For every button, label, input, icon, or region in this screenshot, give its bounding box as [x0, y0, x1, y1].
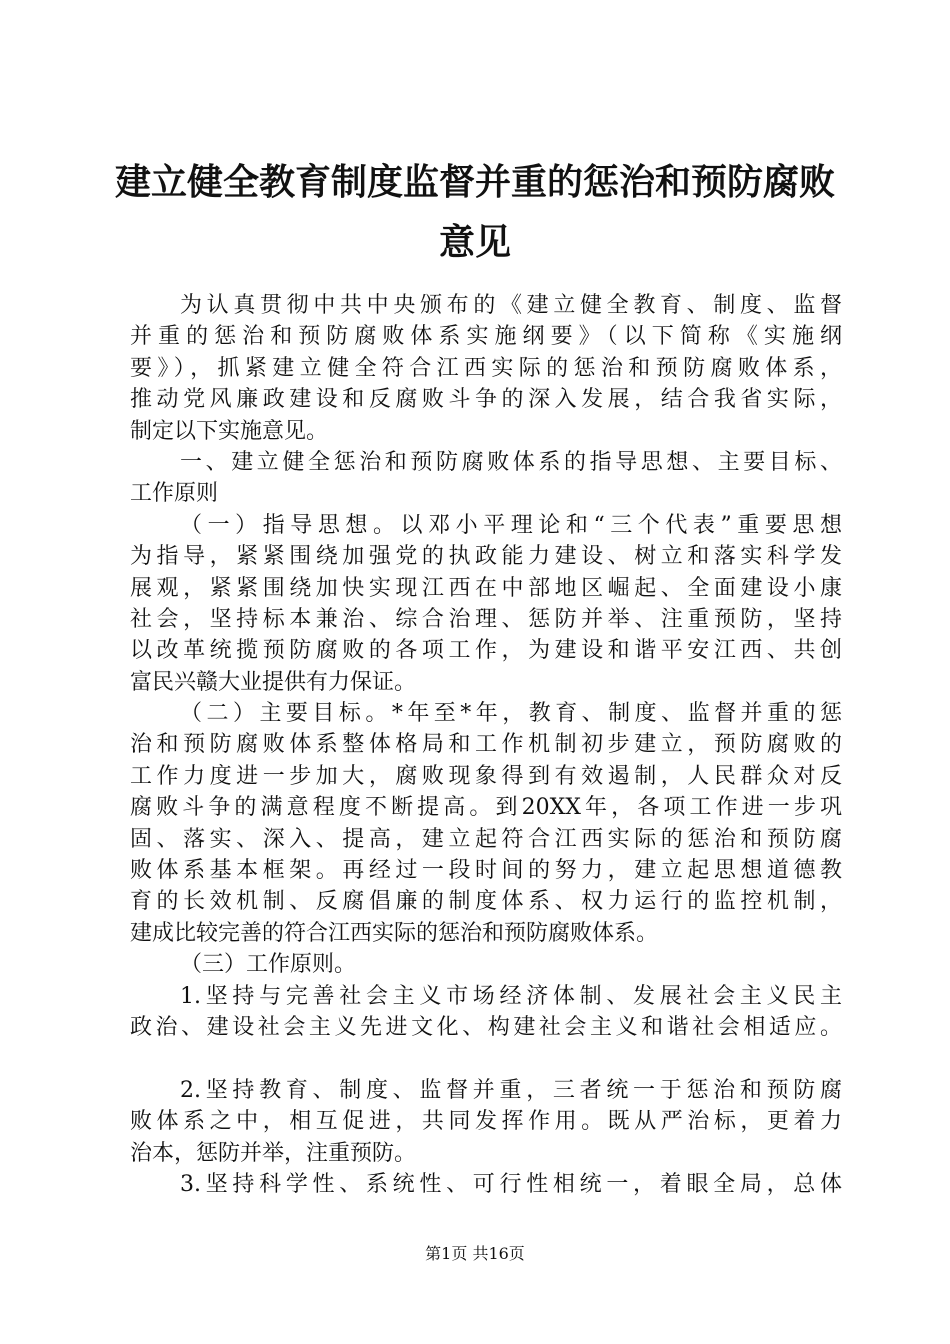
body-text-line: 要》），抓紧建立健全符合江西实际的惩治和预防腐败体系， — [130, 355, 842, 381]
body-text-line: 为指导，紧紧围绕加强党的执政能力建设、树立和落实科学发 — [130, 544, 842, 570]
body-text-line: 工作力度进一步加大，腐败现象得到有效遏制，人民群众对反 — [130, 763, 842, 789]
body-text-line: 治本，惩防并举，注重预防。 — [130, 1140, 417, 1166]
body-text-line: （一）指导思想。以邓小平理论和“三个代表”重要思想 — [180, 512, 842, 538]
body-text-line: 一、建立健全惩治和预防腐败体系的指导思想、主要目标、 — [180, 449, 842, 475]
body-text-line: （三）工作原则。 — [180, 952, 357, 978]
body-text-line: 建成比较完善的符合江西实际的惩治和预防腐败体系。 — [130, 920, 659, 946]
body-text-line: 败体系之中，相互促进，共同发挥作用。既从严治标，更着力 — [130, 1109, 842, 1135]
document-title-line-1: 建立健全教育制度监督并重的惩治和预防腐败 — [114, 161, 835, 203]
body-text-line: 富民兴赣大业提供有力保证。 — [130, 669, 417, 695]
body-text-line: 败体系基本框架。再经过一段时间的努力，建立起思想道德教 — [130, 858, 842, 884]
body-text-line: 展观，紧紧围绕加快实现江西在中部地区崛起、全面建设小康 — [130, 575, 842, 601]
body-text-line: 固、落实、深入、提高，建立起符合江西实际的惩治和预防腐 — [130, 826, 842, 852]
document-body — [130, 290, 842, 1200]
body-text-line: 腐败斗争的满意程度不断提高。到20XX年，各项工作进一步巩 — [130, 795, 842, 821]
body-text-line: 治和预防腐败体系整体格局和工作机制初步建立，预防腐败的 — [130, 732, 842, 758]
body-text-line: 推动党风廉政建设和反腐败斗争的深入发展，结合我省实际， — [130, 387, 842, 413]
body-text-line: 以改革统揽预防腐败的各项工作，为建设和谐平安江西、共创 — [130, 638, 842, 664]
body-text-line: 1.坚持与完善社会主义市场经济体制、发展社会主义民主 — [180, 983, 842, 1009]
body-text-line: 制定以下实施意见。 — [130, 418, 329, 444]
body-text-line: 工作原则 — [130, 481, 219, 507]
body-text-line: 育的长效机制、反腐倡廉的制度体系、权力运行的监控机制， — [130, 889, 842, 915]
body-text-line: 为认真贯彻中共中央颁布的《建立健全教育、制度、监督 — [180, 293, 842, 318]
body-text-line: 3.坚持科学性、系统性、可行性相统一，着眼全局，总体 — [180, 1171, 842, 1197]
body-text-line: （二）主要目标。*年至*年，教育、制度、监督并重的惩 — [180, 701, 842, 727]
body-text-line — [130, 1043, 842, 1074]
body-text-line: 并重的惩治和预防腐败体系实施纲要》（以下简称《实施纲 — [130, 324, 842, 350]
page-number-footer: 第1页 共16页 — [425, 1244, 525, 1263]
body-text-line: 社会，坚持标本兼治、综合治理、惩防并举、注重预防，坚持 — [130, 606, 842, 632]
body-text-line: 政治、建设社会主义先进文化、构建社会主义和谐社会相适应。 — [130, 1014, 842, 1040]
document-title-line-2: 意见 — [438, 221, 511, 263]
body-text-line: 2.坚持教育、制度、监督并重，三者统一于惩治和预防腐 — [180, 1077, 842, 1103]
